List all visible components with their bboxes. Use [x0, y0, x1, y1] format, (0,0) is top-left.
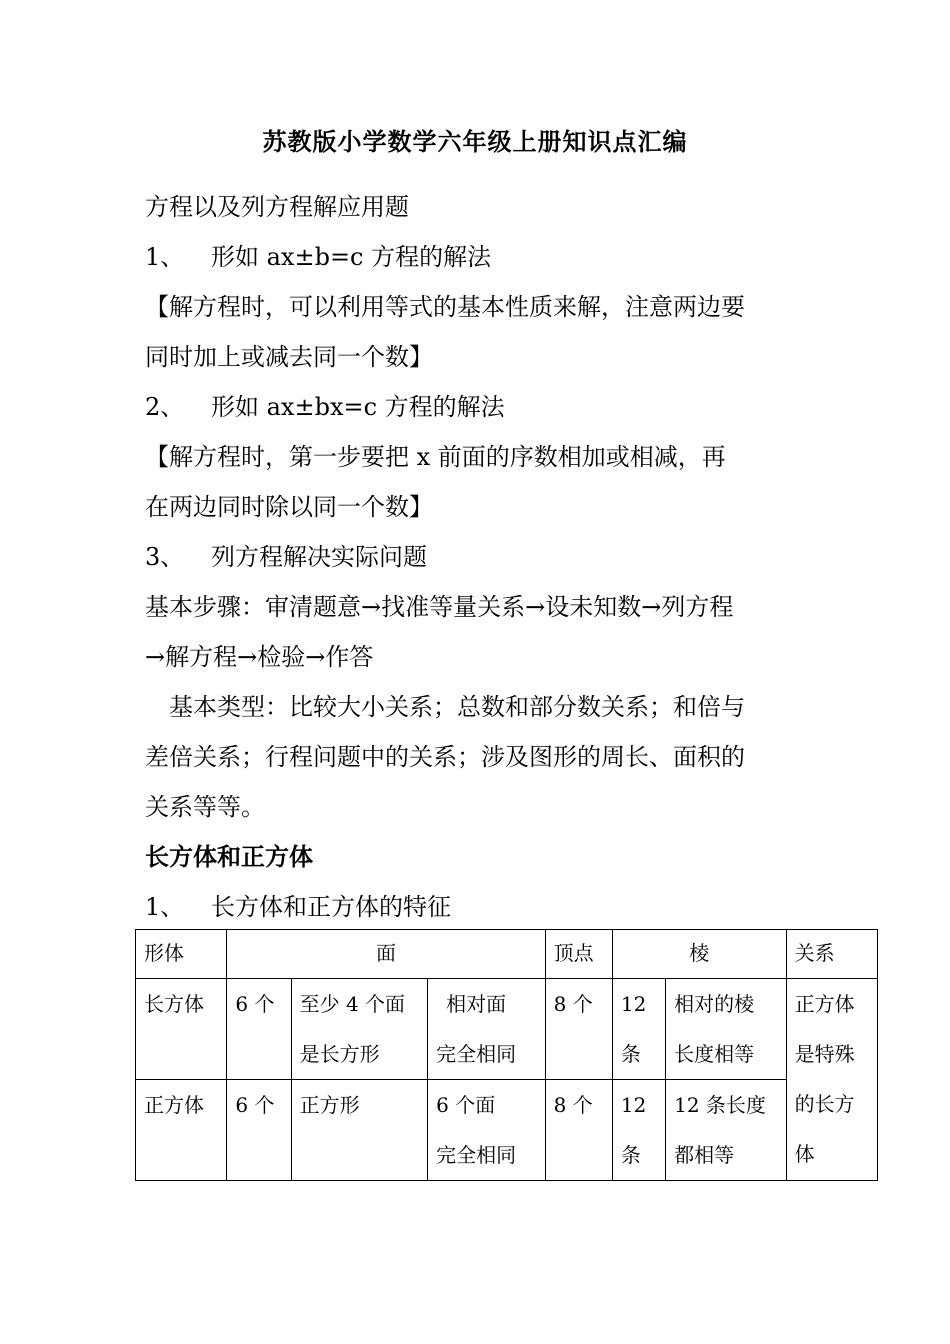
cell-line: 正方体	[794, 992, 855, 1016]
cell-line: 都相等	[674, 1143, 735, 1167]
item-number: 3、	[145, 543, 185, 571]
cell-face-relation	[428, 1080, 545, 1181]
cell-line: 条	[620, 1042, 641, 1066]
steps-line-1: 基本步骤：审清题意→找准等量关系→设未知数→列方程	[145, 593, 734, 621]
item-1	[145, 240, 825, 274]
types-line-1: 基本类型：比较大小关系；总数和部分数关系；和倍与	[169, 693, 745, 721]
header-relation: 关系	[786, 930, 877, 979]
item-text: 列方程解决实际问题	[211, 543, 427, 571]
cell-line: 体	[794, 1142, 815, 1166]
section-heading-cuboid: 长方体和正方体	[145, 842, 313, 871]
cell-line: 相对面	[446, 992, 507, 1016]
types-line-2: 差倍关系；行程问题中的关系；涉及图形的周长、面积的	[145, 743, 745, 771]
cell-edge-relation	[666, 979, 786, 1080]
cell-shape: 长方体	[136, 979, 227, 1080]
cell-edge-relation	[666, 1080, 786, 1181]
cell-edge-count	[612, 979, 665, 1080]
cell-face-shape	[291, 979, 428, 1080]
cell-line: 正方形	[299, 1093, 360, 1117]
header-shape: 形体	[136, 930, 227, 979]
cell-line: 12	[620, 992, 647, 1016]
item-text: 形如 ax±bx=c 方程的解法	[211, 393, 505, 421]
cell-line: 条	[620, 1143, 641, 1167]
cell-face-count: 6 个	[227, 979, 291, 1080]
cell-line: 完全相同	[436, 1042, 517, 1066]
header-face: 面	[227, 930, 545, 979]
item-2	[145, 390, 825, 424]
cell-line: 是长方形	[299, 1042, 380, 1066]
section-heading-equations: 方程以及列方程解应用题	[145, 193, 409, 221]
cell-edge-count	[612, 1080, 665, 1181]
note-1-line-2: 同时加上或减去同一个数】	[145, 343, 433, 371]
note-1-line-1: 【解方程时，可以利用等式的基本性质来解，注意两边要	[145, 293, 745, 321]
table-row	[136, 979, 878, 1080]
types-line-3: 关系等等。	[145, 793, 265, 821]
item-number: 1、	[145, 243, 185, 271]
page-title: 苏教版小学数学六年级上册知识点汇编	[262, 127, 688, 156]
cell-line	[300, 1130, 420, 1180]
cell-line: 是特殊	[794, 1042, 855, 1066]
cell-vertex: 8 个	[545, 1080, 612, 1181]
note-2-line-1: 【解方程时，第一步要把 x 前面的序数相加或相减，再	[145, 443, 726, 471]
item-text: 长方体和正方体的特征	[211, 893, 451, 921]
item-text: 形如 ax±b=c 方程的解法	[211, 243, 492, 271]
header-edge: 棱	[612, 930, 786, 979]
cell-face-relation	[428, 979, 545, 1080]
cell-line: 至少 4 个面	[299, 992, 406, 1016]
cell-line: 的长方	[794, 1092, 855, 1116]
item-number: 2、	[145, 393, 185, 421]
header-vertex: 顶点	[545, 930, 612, 979]
item-3	[145, 540, 825, 574]
cell-line: 6 个面	[436, 1093, 496, 1117]
table-row	[136, 1080, 878, 1181]
cell-line: 长度相等	[674, 1042, 755, 1066]
cell-line: 12	[620, 1093, 647, 1117]
cell-relation	[786, 979, 877, 1181]
cell-vertex: 8 个	[545, 979, 612, 1080]
subsection-1	[145, 890, 825, 924]
cell-shape: 正方体	[136, 1080, 227, 1181]
note-2-line-2: 在两边同时除以同一个数】	[145, 493, 433, 521]
cell-face-count: 6 个	[227, 1080, 291, 1181]
cell-line: 12 条长度	[674, 1093, 766, 1117]
steps-line-2: →解方程→检验→作答	[145, 643, 374, 671]
table-header-row	[136, 930, 878, 979]
item-number: 1、	[145, 893, 185, 921]
features-table	[135, 929, 878, 1181]
cell-face-shape	[291, 1080, 428, 1181]
cell-line: 相对的棱	[674, 992, 755, 1016]
cell-line: 完全相同	[436, 1143, 517, 1167]
